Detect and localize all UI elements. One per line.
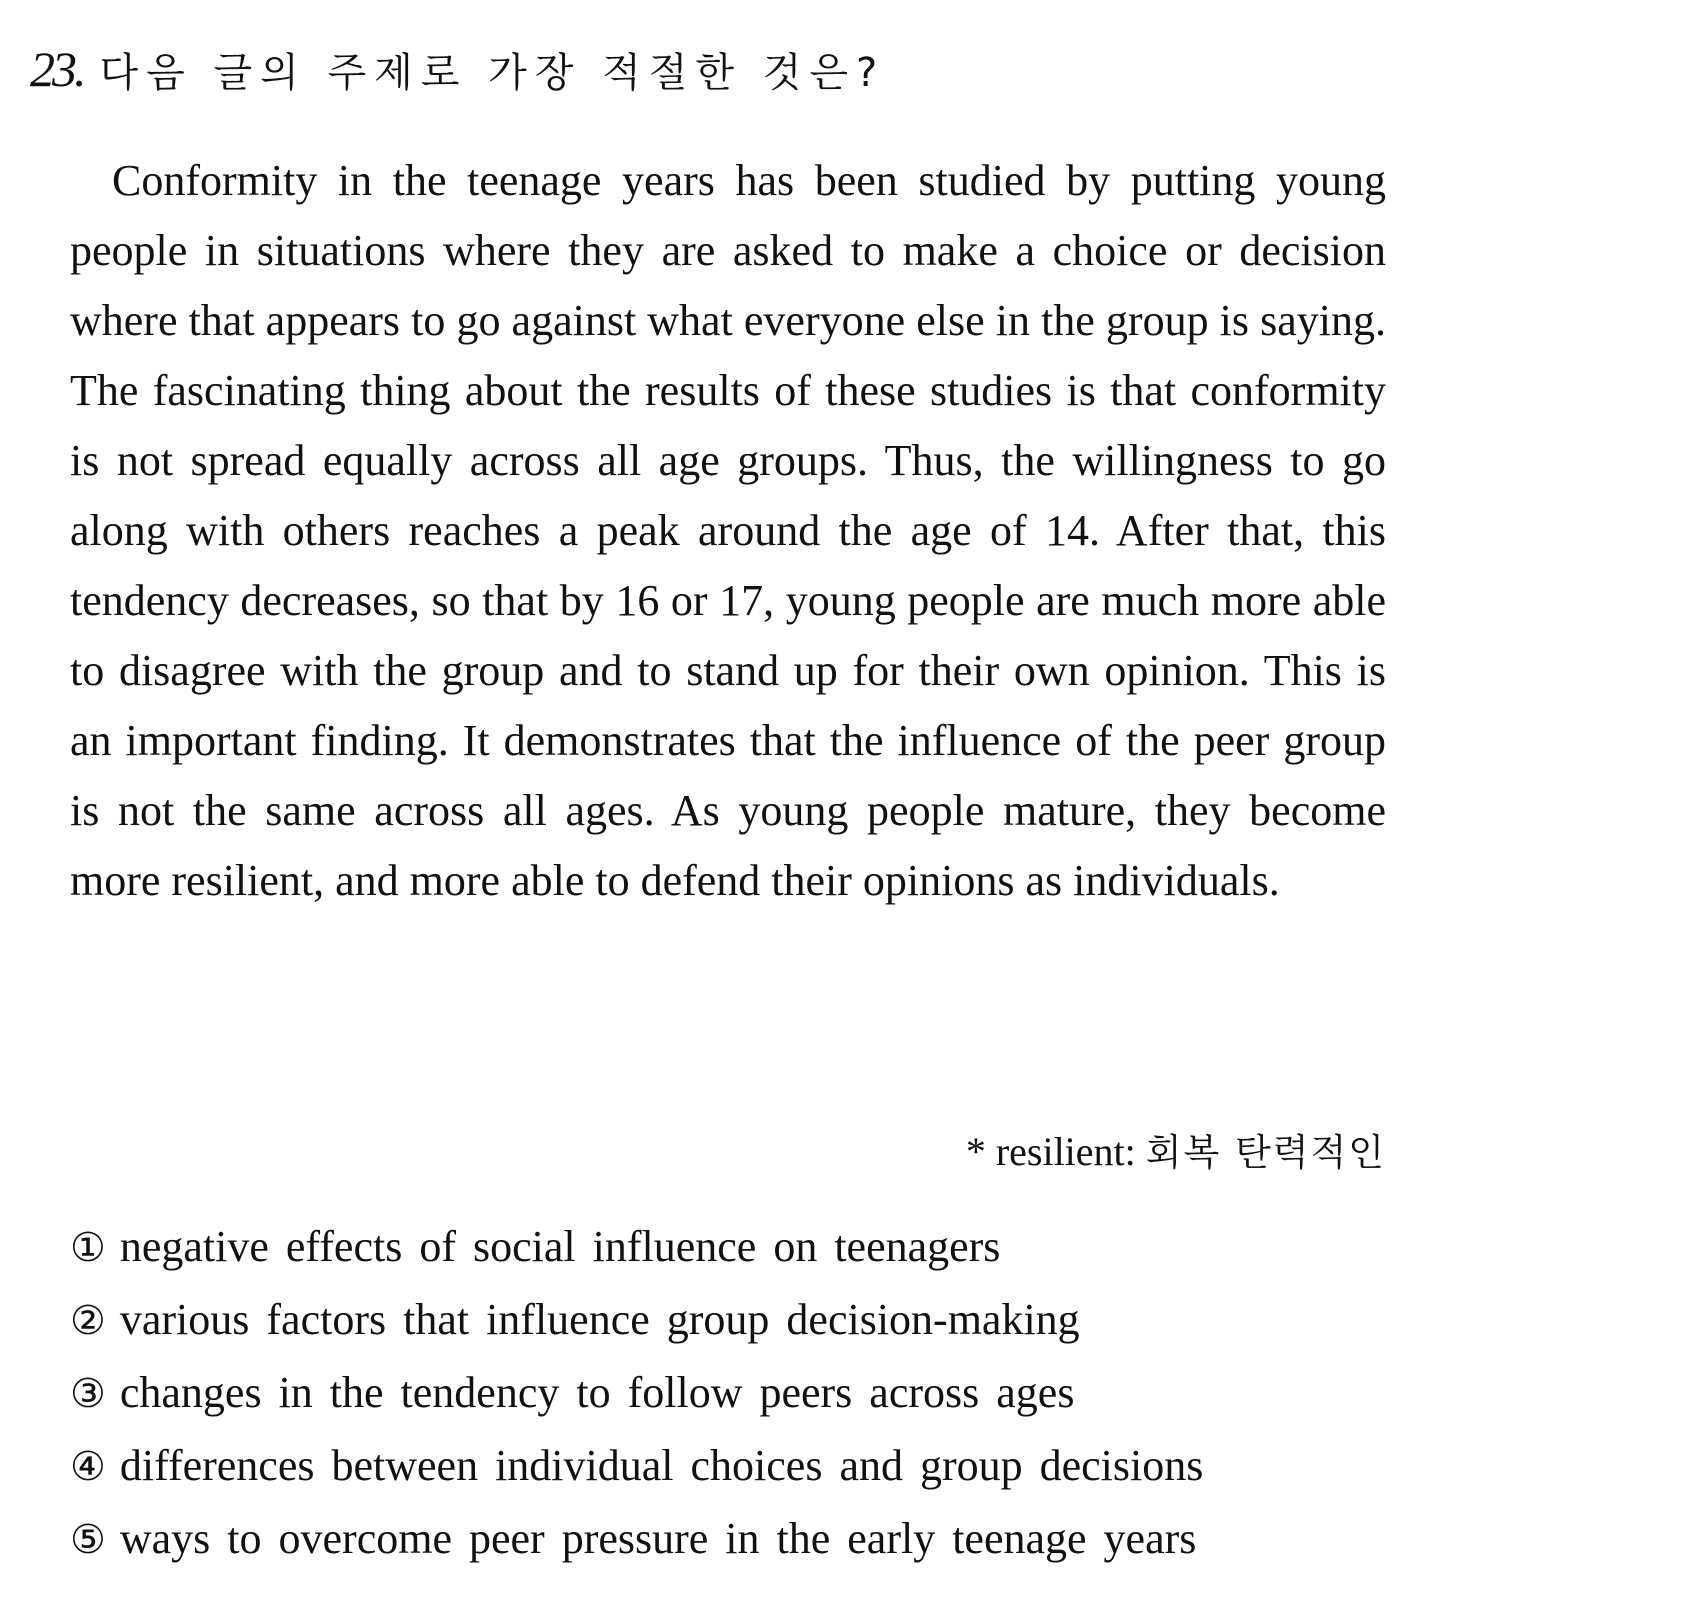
choice-3-text: changes in the tendency to follow peers across ages: [119, 1368, 1075, 1417]
choice-4-text: differences between individual choices and group decisions: [119, 1441, 1204, 1490]
question-prompt: 다음 글의 주제로 가장 적절한 것은?: [99, 50, 886, 96]
choice-2-number: ②: [70, 1298, 106, 1344]
choice-1[interactable]: [70, 1210, 1203, 1283]
choice-3[interactable]: [70, 1356, 1203, 1429]
question-number: 23.: [30, 41, 84, 97]
choice-1-number: ①: [70, 1225, 106, 1271]
gloss-meaning: 회복 탄력적인: [1145, 1131, 1386, 1174]
choice-5-number: ⑤: [70, 1517, 106, 1563]
choice-1-text: negative effects of social influence on teenagers: [119, 1222, 1001, 1271]
choice-4[interactable]: [70, 1429, 1203, 1502]
vocabulary-gloss: [966, 1122, 1386, 1176]
reading-passage: Conformity in the teenage years has been studied by putting young people in situations where they are asked to make a choice or decision where that appears to go against what everyone else in the group is saying. The fascinating thing about the results of these studies is that conformity is not spread equally across all age groups. Thus, the willingness to go along with others reaches a peak around the age of 14. After that, this tendency decreases, so that by 16 or 17, young people are much more able to disagree with the group and to stand up for their own opinion. This is an important finding. It demonstrates that the influence of the peer group is not the same across all ages. As young people mature, they become more resilient, and more able to defend their opinions as individuals.: [70, 156, 1386, 905]
choice-4-number: ④: [70, 1444, 106, 1490]
question-header: [30, 40, 885, 98]
choice-2[interactable]: [70, 1283, 1203, 1356]
answer-choices: [70, 1210, 1203, 1575]
choice-3-number: ③: [70, 1371, 106, 1417]
gloss-term: * resilient:: [965, 1129, 1136, 1174]
choice-5-text: ways to overcome peer pressure in the early teenage years: [119, 1514, 1197, 1563]
choice-2-text: various factors that influence group decision-making: [119, 1295, 1080, 1344]
choice-5[interactable]: [70, 1502, 1203, 1575]
